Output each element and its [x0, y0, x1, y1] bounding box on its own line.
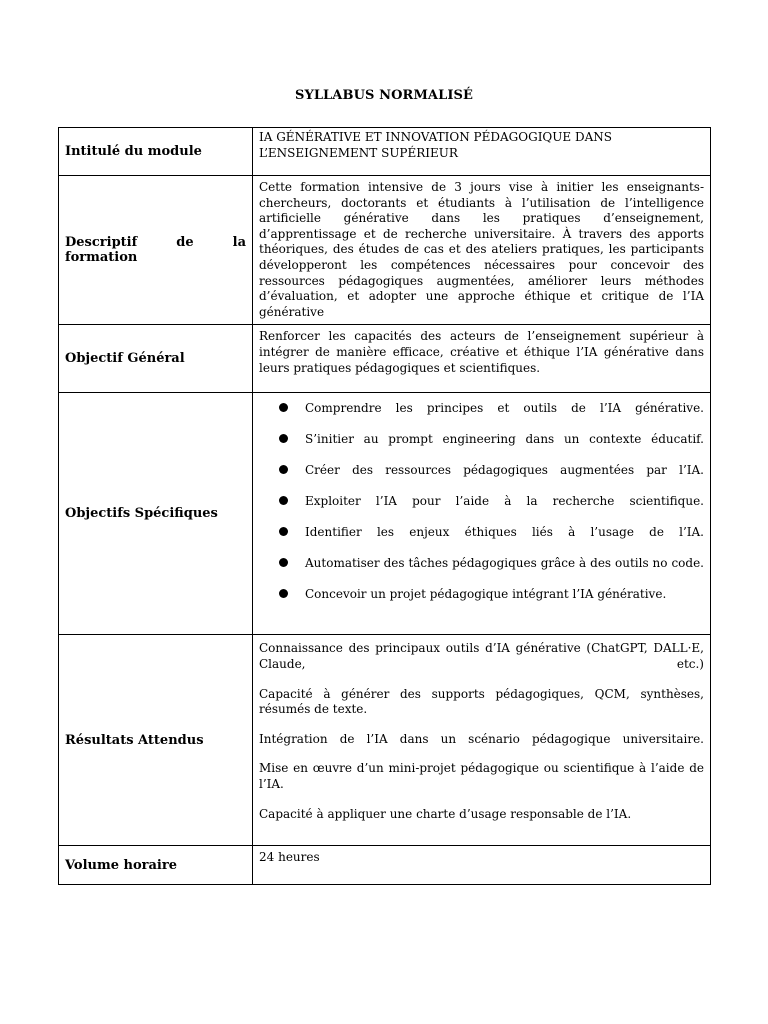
- list-item: [277, 462, 704, 493]
- syllabus-table: [58, 127, 711, 885]
- result-item: Capacité à appliquer une charte d’usage responsable de l’IA.: [259, 806, 632, 821]
- list-item-text: Identifier les enjeux éthiques liés à l’usage de l’IA.: [305, 525, 704, 540]
- list-item: [277, 524, 704, 555]
- table-row: [59, 635, 711, 846]
- list-item-text: Automatiser des tâches pédagogiques grâce à des outils no code.: [305, 556, 704, 571]
- row-label-volume: Volume horaire: [59, 846, 253, 885]
- bullet-icon: [279, 558, 288, 567]
- result-item: Intégration de l’IA dans un scénario pédagogique universitaire.: [259, 731, 704, 746]
- general-objective-value: Renforcer les capacités des acteurs de l’enseignement supérieur à intégrer de manière efficace, créative et éthique l’IA générative dans leurs pratiques pédagogiques et scientifiques.: [253, 325, 711, 393]
- table-row: [59, 128, 711, 176]
- list-item: [277, 400, 704, 431]
- result-item: Mise en œuvre d’un mini-projet pédagogique ou scientifique à l’aide de l’IA.: [259, 761, 704, 791]
- list-item: [277, 431, 704, 462]
- page-title: SYLLABUS NORMALISÉ: [294, 88, 474, 103]
- list-item: [277, 586, 704, 617]
- description-value: Cette formation intensive de 3 jours vise à initier les enseignants-chercheurs, doctorants et étudiants à l’utilisation de l’intelligence artificielle générative dans les pratiques d’enseignement, d’apprentissage et de recherche universitaire. À travers des apports théoriques, des études de cas et des ateliers pratiques, les participants développeront les compétences nécessaires pour concevoir des ressources pédagogiques augmentées, améliorer leurs méthodes d’évaluation, et adopter une approche éthique et critique de l’IA générative: [253, 176, 711, 325]
- table-row: [59, 325, 711, 393]
- volume-value: 24 heures: [253, 846, 711, 885]
- specific-objectives-cell: [253, 393, 711, 635]
- row-label-objectifs-specifiques: Objectifs Spécifiques: [59, 393, 253, 635]
- result-item: Capacité à générer des supports pédagogiques, QCM, synthèses, résumés de texte.: [259, 686, 704, 717]
- table-row: [59, 393, 711, 635]
- specific-objectives-list: [259, 400, 704, 617]
- bullet-icon: [279, 434, 288, 443]
- list-item-text: Exploiter l’IA pour l’aide à la recherche scientifique.: [305, 494, 704, 509]
- result-item: Connaissance des principaux outils d’IA générative (ChatGPT, DALL·E, Claude, etc.): [259, 641, 704, 671]
- row-label-objectif-general: Objectif Général: [59, 325, 253, 393]
- list-item: [277, 493, 704, 524]
- row-label-descriptif: Descriptif de la formation: [59, 176, 253, 325]
- list-item-text: Comprendre les principes et outils de l’IA générative.: [305, 401, 704, 416]
- table-row: [59, 846, 711, 885]
- bullet-icon: [279, 527, 288, 536]
- bullet-icon: [279, 496, 288, 505]
- row-label-intitule: Intitulé du module: [59, 128, 253, 176]
- list-item-text: Créer des ressources pédagogiques augmentées par l’IA.: [305, 463, 704, 478]
- table-row: [59, 176, 711, 325]
- bullet-icon: [279, 465, 288, 474]
- row-label-resultats: Résultats Attendus: [59, 635, 253, 846]
- list-item-text: Concevoir un projet pédagogique intégrant l’IA générative.: [305, 587, 667, 602]
- bullet-icon: [279, 403, 288, 412]
- list-item: [277, 555, 704, 586]
- expected-results-cell: [253, 635, 711, 846]
- list-item-text: S’initier au prompt engineering dans un contexte éducatif.: [305, 432, 704, 447]
- module-title-value: IA GÉNÉRATIVE ET INNOVATION PÉDAGOGIQUE DANS L’ENSEIGNEMENT SUPÉRIEUR: [253, 128, 711, 176]
- bullet-icon: [279, 589, 288, 598]
